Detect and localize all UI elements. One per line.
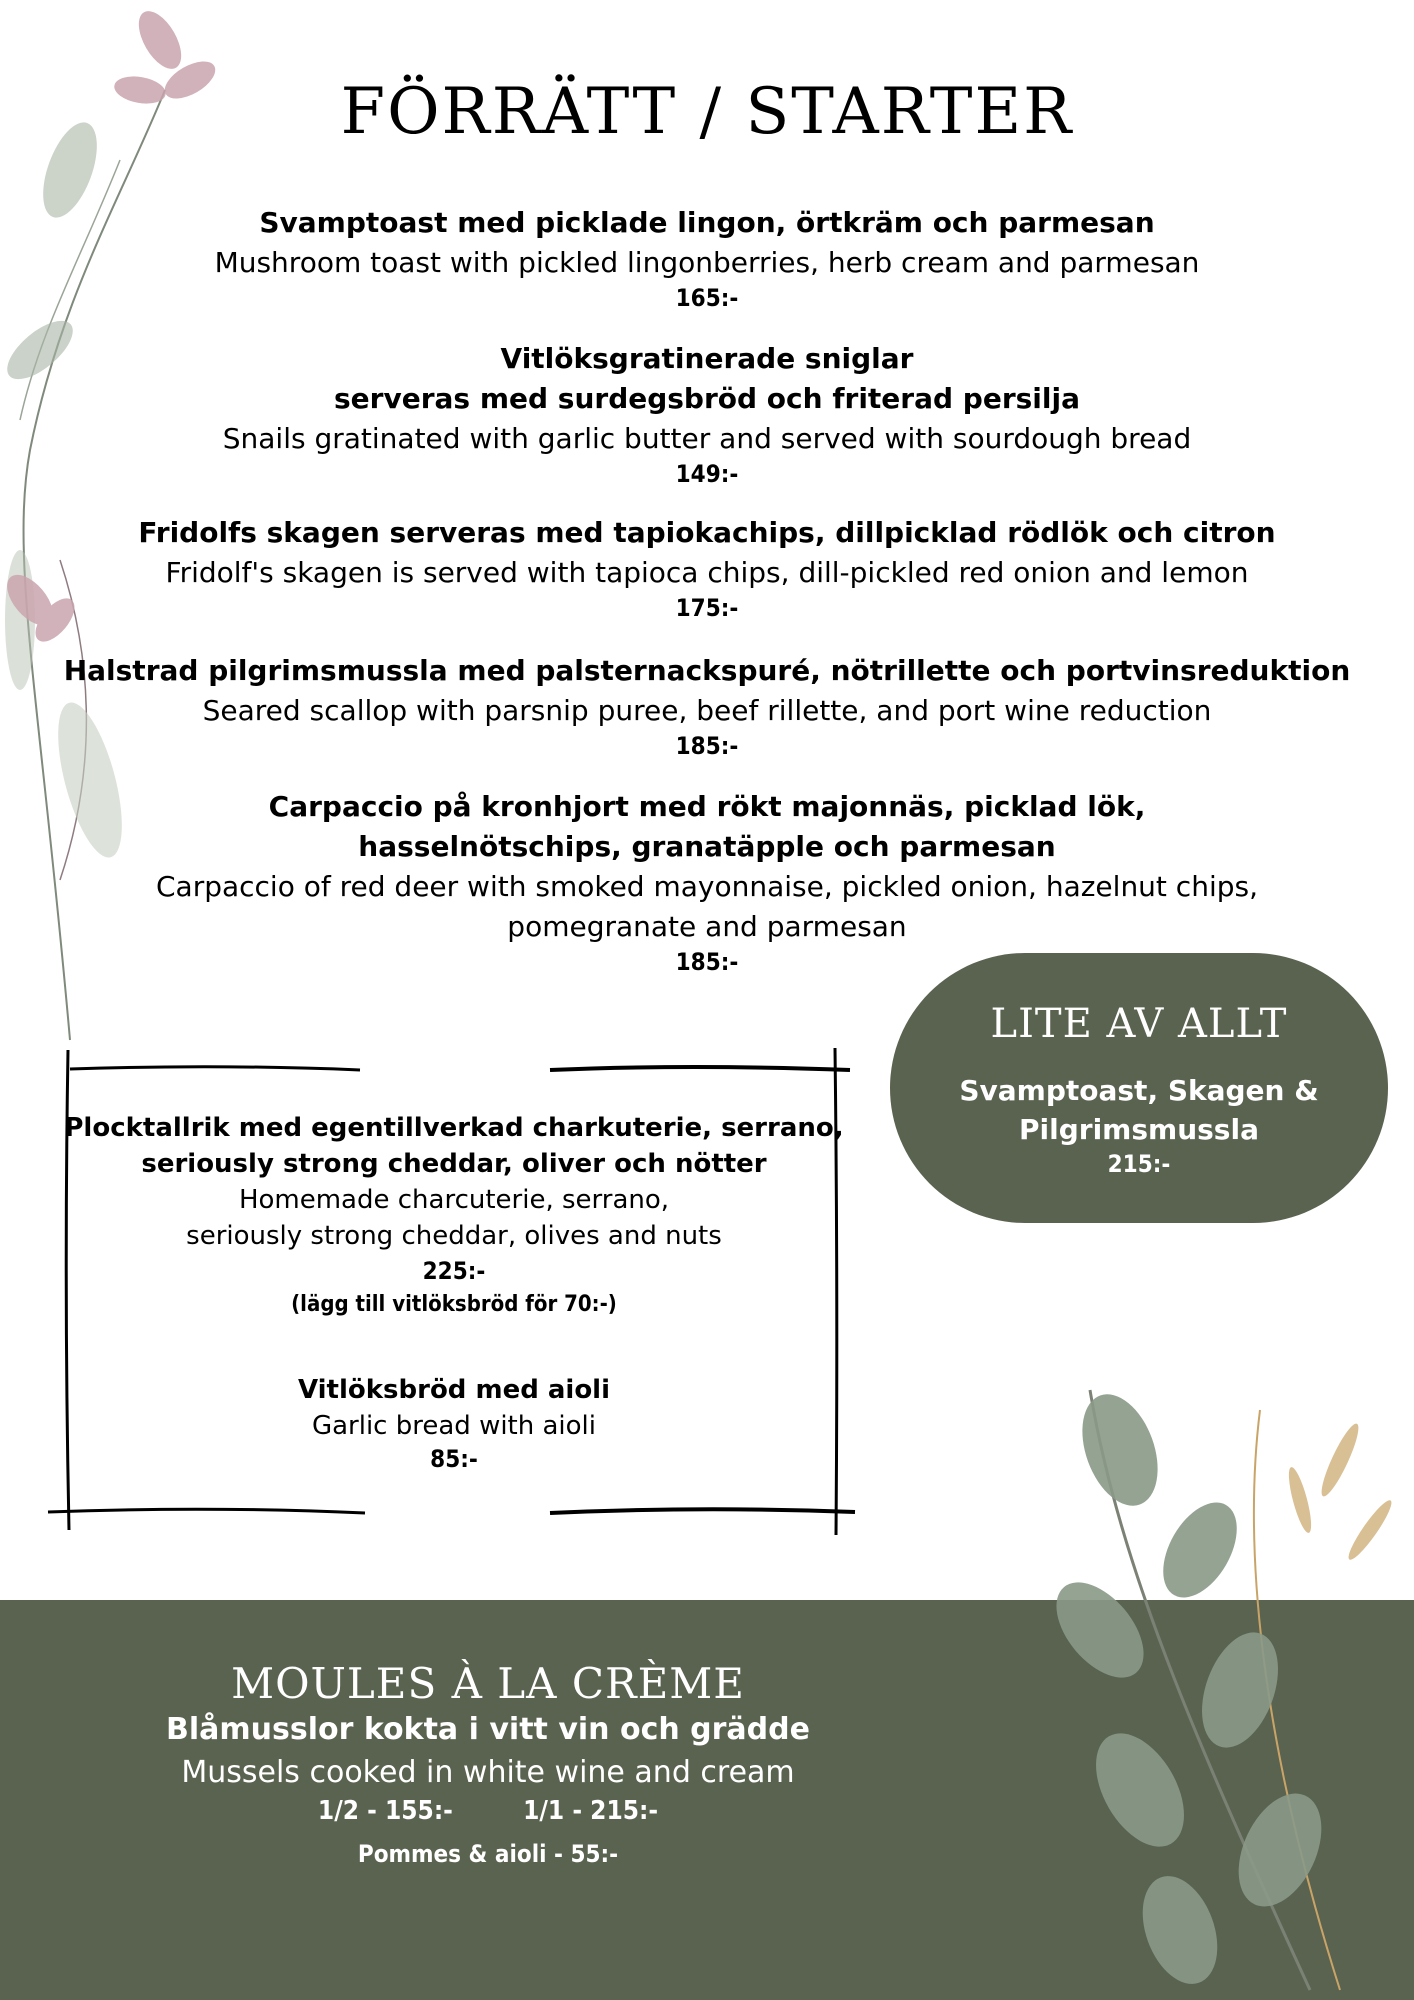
plocktallrik-box: [50, 1050, 858, 1530]
lite-price: 215:-: [1107, 1150, 1171, 1178]
lite-line: Pilgrimsmussla: [1019, 1113, 1259, 1146]
dish-item: [0, 513, 1414, 623]
dish-price: 149:-: [675, 460, 739, 488]
dish-price: 185:-: [675, 948, 739, 976]
garlic-price: 85:-: [430, 1445, 478, 1473]
dish-name-en: Carpaccio of red deer with smoked mayonnaise, pickled onion, hazelnut chips,: [155, 870, 1258, 903]
dish-price: 185:-: [675, 732, 739, 760]
garlic-name-sv: Vitlöksbröd med aioli: [297, 1375, 611, 1405]
plock-name-sv: seriously strong cheddar, oliver och nötter: [141, 1149, 767, 1179]
dish-name-sv: Vitlöksgratinerade sniglar: [500, 342, 914, 375]
dish-item: [0, 339, 1414, 489]
moules-price-half: 1/2 - 155:-: [317, 1796, 453, 1826]
dish-name-en: Snails gratinated with garlic butter and served with sourdough bread: [222, 422, 1192, 455]
dish-item: [0, 787, 1414, 977]
moules-prices: [0, 1794, 976, 1834]
moules-title: MOULES À LA CRÈME: [231, 1659, 745, 1708]
dish-price: 175:-: [675, 594, 739, 622]
moules-section: [0, 1660, 976, 1874]
plock-note: (lägg till vitlöksbröd för 70:-): [291, 1292, 617, 1317]
dish-name-en: Fridolf's skagen is served with tapioca chips, dill-pickled red onion and lemon: [165, 556, 1249, 589]
moules-price-full: 1/1 - 215:-: [523, 1796, 659, 1826]
dish-name-en: Mushroom toast with pickled lingonberries, herb cream and parmesan: [214, 246, 1200, 279]
garlic-name-en: Garlic bread with aioli: [311, 1411, 597, 1441]
dish-name-sv: Svamptoast med picklade lingon, örtkräm och parmesan: [259, 206, 1155, 239]
moules-name-sv: Blåmusslor kokta i vitt vin och grädde: [166, 1712, 810, 1747]
dish-name-sv: Carpaccio på kronhjort med rökt majonnäs, picklad lök,: [268, 790, 1146, 823]
plock-name-sv: Plocktallrik med egentillverkad charkuterie, serrano,: [64, 1113, 844, 1143]
moules-extra: Pommes & aioli - 55:-: [357, 1840, 619, 1868]
dish-name-sv: serveras med surdegsbröd och friterad persilja: [334, 382, 1080, 415]
dish-name-sv: Halstrad pilgrimsmussla med palsternackspuré, nötrillette och portvinsreduktion: [63, 654, 1351, 687]
dish-name-en: pomegranate and parmesan: [507, 910, 907, 943]
lite-title: LITE AV ALLT: [990, 1001, 1288, 1047]
plock-name-en: Homemade charcuterie, serrano,: [238, 1185, 670, 1215]
plock-name-en: seriously strong cheddar, olives and nuts: [186, 1221, 722, 1251]
garlic-item: [50, 1372, 858, 1474]
page-title: FÖRRÄTT / STARTER: [340, 75, 1074, 149]
lite-line: Svamptoast, Skagen &: [959, 1074, 1319, 1107]
dish-name-sv: hasselnötschips, granatäpple och parmesan: [358, 830, 1056, 863]
dish-name-sv: Fridolfs skagen serveras med tapiokachips, dillpicklad rödlök och citron: [138, 516, 1276, 549]
dish-item: [0, 203, 1414, 313]
plock-price: 225:-: [422, 1257, 486, 1285]
dish-item: [0, 651, 1414, 761]
dish-name-en: Seared scallop with parsnip puree, beef rillette, and port wine reduction: [202, 694, 1212, 727]
lite-av-allt-card: [890, 953, 1388, 1223]
dish-price: 165:-: [675, 284, 739, 312]
plock-item: [50, 1110, 858, 1322]
moules-name-en: Mussels cooked in white wine and cream: [181, 1755, 795, 1790]
